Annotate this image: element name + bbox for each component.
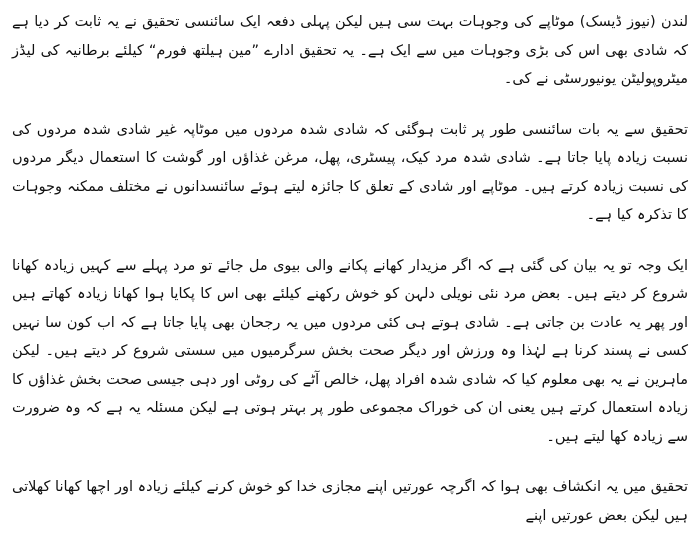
paragraph-research-findings: تحقیق سے یہ بات سائنسی طور پر ثابت ہوگئی کہ شادی شدہ مردوں میں موٹاپہ غیر شادی شدہ مردوں کی نسبت زیادہ پایا جاتا ہے۔ شادی شدہ مرد کیک، پیسٹری، پھل، مرغن غذاؤں اور گوشت کا استعمال دیگر مردوں کی نسبت زیادہ کرتے ہیں۔ موٹاپے اور شادی کے تعلق کا جائزہ لیتے ہوئے سائنسدانوں نے مختلف ممکنہ وجوہات کا تذکرہ کیا ہے۔: [12, 121, 688, 223]
paragraph-reasons: ایک وجہ تو یہ بیان کی گئی ہے کہ اگر مزیدار کھانے پکانے والی بیوی مل جائے تو مرد پہلے سے کہیں زیادہ کھانا شروع کر دیتے ہیں۔ بعض مرد نئی نویلی دلہن کو خوش رکھنے کیلئے بھی اس کا پکایا ہوا کھانا زیادہ کھاتے ہیں اور پھر یہ عادت بن جاتی ہے۔ شادی ہوتے ہی کئی مردوں میں یہ رجحان بھی پایا جاتا ہے کہ اب کون سا نہیں کسی نے پسند کرنا ہے لہٰذا وہ ورزش اور دیگر صحت بخش سرگرمیوں میں سستی شروع کر دیتے ہیں۔ لیکن ماہرین نے یہ بھی معلوم کیا کہ شادی شدہ افراد پھل، خالص آٹے کی روٹی اور دہی جیسی صحت بخش غذاؤں کا زیادہ استعمال کرتے ہیں یعنی ان کی خوراک مجموعی طور پر بہتر ہوتی ہے لیکن مسئلہ یہ ہے کہ وہ ضرورت سے زیادہ کھا لیتے ہیں۔: [12, 257, 688, 445]
paragraph-intro: لندن (نیوز ڈیسک) موٹاپے کی وجوہات بہت سی ہیں لیکن پہلی دفعہ ایک سائنسی تحقیق نے یہ ثابت کر دیا ہے کہ شادی بھی اس کی بڑی وجوہات میں سے ایک ہے۔ یہ تحقیق ادارے ”مین ہیلتھ فورم“ کیلئے برطانیہ کی لیڈز میٹروپولیٹن یونیورسٹی نے کی۔: [12, 14, 688, 87]
article-body: [12, 8, 688, 530]
paragraph-women-finding: تحقیق میں یہ انکشاف بھی ہوا کہ اگرچہ عورتیں اپنے مجازی خدا کو خوش کرنے کیلئے زیادہ اور اچھا کھانا کھلاتی ہیں لیکن بعض عورتیں اپنے: [12, 479, 688, 524]
